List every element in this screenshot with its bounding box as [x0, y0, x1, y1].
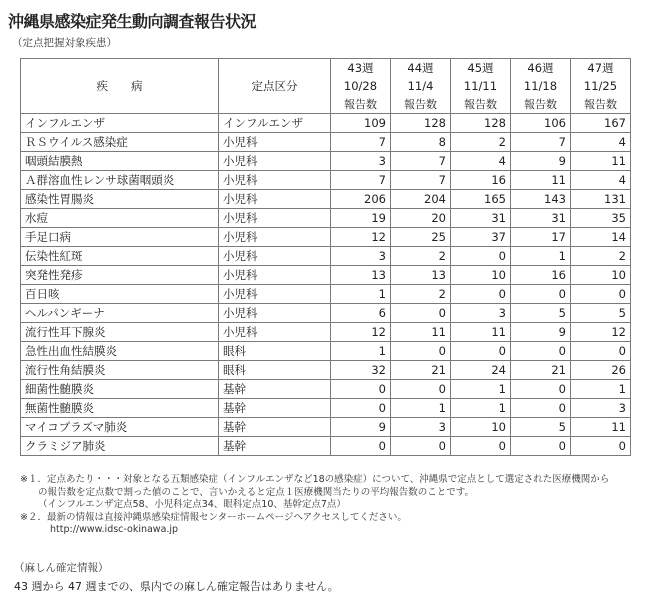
report-count: 10 — [451, 266, 511, 285]
header-week: 47週 — [571, 59, 631, 78]
report-count: 0 — [331, 437, 391, 456]
report-count: 11 — [391, 323, 451, 342]
sentinel-category: 小児科 — [219, 152, 331, 171]
report-count: 3 — [331, 152, 391, 171]
report-count: 17 — [511, 228, 571, 247]
report-count: 131 — [571, 190, 631, 209]
disease-name: クラミジア肺炎 — [21, 437, 219, 456]
report-count: 4 — [571, 133, 631, 152]
report-count: 14 — [571, 228, 631, 247]
report-count: 0 — [511, 285, 571, 304]
report-count: 7 — [331, 133, 391, 152]
sentinel-category: 基幹 — [219, 380, 331, 399]
report-count: 0 — [511, 437, 571, 456]
report-count: 4 — [571, 171, 631, 190]
sentinel-category: 小児科 — [219, 133, 331, 152]
report-count: 9 — [511, 323, 571, 342]
report-count: 2 — [391, 285, 451, 304]
report-count: 0 — [571, 437, 631, 456]
report-count: 0 — [331, 399, 391, 418]
header-week: 45週 — [451, 59, 511, 78]
report-count: 12 — [571, 323, 631, 342]
report-count: 128 — [451, 114, 511, 133]
header-count-label: 報告数 — [511, 95, 571, 114]
report-count: 165 — [451, 190, 511, 209]
table-row — [21, 190, 631, 209]
report-count: 0 — [391, 437, 451, 456]
report-table-header — [21, 59, 631, 114]
table-row — [21, 171, 631, 190]
note-1-line-1: ※１．定点あたり・・・対象となる五類感染症（インフルエンザなど18の感染症）について、沖縄県で定点として選定された医療機関から — [20, 474, 610, 485]
header-week: 43週 — [331, 59, 391, 78]
sentinel-category: 小児科 — [219, 209, 331, 228]
report-count: 206 — [331, 190, 391, 209]
table-row — [21, 323, 631, 342]
report-count: 10 — [451, 418, 511, 437]
report-count: 3 — [571, 399, 631, 418]
report-count: 106 — [511, 114, 571, 133]
report-count: 37 — [451, 228, 511, 247]
disease-name: 細菌性髄膜炎 — [21, 380, 219, 399]
report-count: 9 — [331, 418, 391, 437]
report-count: 3 — [331, 247, 391, 266]
sentinel-category: 小児科 — [219, 247, 331, 266]
header-category: 定点区分 — [219, 59, 331, 114]
disease-name: 手足口病 — [21, 228, 219, 247]
disease-name: ＲＳウイルス感染症 — [21, 133, 219, 152]
table-row — [21, 152, 631, 171]
table-row — [21, 228, 631, 247]
measles-text: 43 週から 47 週までの、県内での麻しん確定報告はありません。 — [14, 580, 339, 593]
report-count: 167 — [571, 114, 631, 133]
report-count: 2 — [571, 247, 631, 266]
report-count: 1 — [331, 342, 391, 361]
report-count: 5 — [571, 304, 631, 323]
report-count: 0 — [451, 285, 511, 304]
report-count: 0 — [511, 342, 571, 361]
report-count: 0 — [451, 342, 511, 361]
report-count: 11 — [571, 152, 631, 171]
disease-name: 感染性胃腸炎 — [21, 190, 219, 209]
sentinel-category: 眼科 — [219, 342, 331, 361]
report-count: 204 — [391, 190, 451, 209]
table-row — [21, 399, 631, 418]
page-title: 沖縄県感染症発生動向調査報告状況 — [8, 12, 257, 31]
report-count: 19 — [331, 209, 391, 228]
table-row — [21, 418, 631, 437]
header-count-label: 報告数 — [391, 95, 451, 114]
report-count: 31 — [511, 209, 571, 228]
report-count: 21 — [391, 361, 451, 380]
sentinel-category: 小児科 — [219, 304, 331, 323]
note-1-line-3: （インフルエンザ定点58、小児科定点34、眼科定点10、基幹定点7点） — [38, 499, 346, 510]
sentinel-category: 小児科 — [219, 190, 331, 209]
report-count: 7 — [511, 133, 571, 152]
sentinel-category: 基幹 — [219, 418, 331, 437]
report-count: 21 — [511, 361, 571, 380]
note-2-url: http://www.idsc-okinawa.jp — [50, 524, 179, 535]
disease-name: 流行性耳下腺炎 — [21, 323, 219, 342]
report-count: 7 — [331, 171, 391, 190]
report-count: 11 — [511, 171, 571, 190]
report-count: 0 — [511, 399, 571, 418]
header-date: 11/18 — [511, 77, 571, 95]
report-count: 9 — [511, 152, 571, 171]
report-count: 0 — [451, 247, 511, 266]
header-week: 44週 — [391, 59, 451, 78]
report-count: 1 — [511, 247, 571, 266]
header-date: 11/4 — [391, 77, 451, 95]
sentinel-category: 小児科 — [219, 171, 331, 190]
page-subtitle: （定点把握対象疾患） — [12, 37, 117, 49]
disease-name: マイコプラズマ肺炎 — [21, 418, 219, 437]
disease-name: 咽頭結膜熱 — [21, 152, 219, 171]
report-count: 26 — [571, 361, 631, 380]
sentinel-category: 基幹 — [219, 437, 331, 456]
report-count: 1 — [451, 399, 511, 418]
sentinel-category: 眼科 — [219, 361, 331, 380]
report-count: 32 — [331, 361, 391, 380]
report-count: 1 — [331, 285, 391, 304]
sentinel-category: 小児科 — [219, 285, 331, 304]
report-count: 143 — [511, 190, 571, 209]
disease-name: インフルエンザ — [21, 114, 219, 133]
report-count: 12 — [331, 323, 391, 342]
sentinel-category: 小児科 — [219, 266, 331, 285]
report-count: 35 — [571, 209, 631, 228]
report-table-body — [21, 114, 631, 456]
notes — [20, 474, 640, 537]
report-count: 6 — [331, 304, 391, 323]
report-count: 13 — [391, 266, 451, 285]
report-count: 0 — [511, 380, 571, 399]
report-table — [20, 58, 631, 456]
report-count: 1 — [451, 380, 511, 399]
report-count: 12 — [331, 228, 391, 247]
table-row — [21, 342, 631, 361]
disease-name: ヘルパンギーナ — [21, 304, 219, 323]
report-count: 2 — [391, 247, 451, 266]
report-count: 25 — [391, 228, 451, 247]
report-count: 2 — [451, 133, 511, 152]
header-count-label: 報告数 — [571, 95, 631, 114]
table-row — [21, 247, 631, 266]
report-count: 24 — [451, 361, 511, 380]
report-count: 16 — [451, 171, 511, 190]
disease-name: 流行性角結膜炎 — [21, 361, 219, 380]
table-row — [21, 114, 631, 133]
header-disease: 疾 病 — [21, 59, 219, 114]
note-1-line-2: の報告数を定点数で割った値のことで、言いかえると定点１医療機関当たりの平均報告数のことです。 — [38, 486, 475, 498]
report-count: 20 — [391, 209, 451, 228]
report-count: 13 — [331, 266, 391, 285]
report-count: 0 — [571, 342, 631, 361]
header-date: 10/28 — [331, 77, 391, 95]
sentinel-category: 基幹 — [219, 399, 331, 418]
report-count: 128 — [391, 114, 451, 133]
report-count: 3 — [391, 418, 451, 437]
table-row — [21, 437, 631, 456]
disease-name: 急性出血性結膜炎 — [21, 342, 219, 361]
disease-name: 水痘 — [21, 209, 219, 228]
report-count: 5 — [511, 418, 571, 437]
table-row — [21, 133, 631, 152]
report-count: 0 — [391, 342, 451, 361]
report-count: 0 — [391, 380, 451, 399]
sentinel-category: 小児科 — [219, 228, 331, 247]
report-count: 7 — [391, 152, 451, 171]
report-count: 11 — [571, 418, 631, 437]
report-count: 31 — [451, 209, 511, 228]
table-row — [21, 209, 631, 228]
sentinel-category: インフルエンザ — [219, 114, 331, 133]
report-count: 10 — [571, 266, 631, 285]
header-date: 11/11 — [451, 77, 511, 95]
disease-name: 無菌性髄膜炎 — [21, 399, 219, 418]
table-row — [21, 380, 631, 399]
header-date: 11/25 — [571, 77, 631, 95]
disease-name: 突発性発疹 — [21, 266, 219, 285]
report-count: 1 — [391, 399, 451, 418]
report-count: 7 — [391, 171, 451, 190]
measles-heading: （麻しん確定情報） — [14, 562, 109, 574]
report-count: 0 — [451, 437, 511, 456]
table-row — [21, 285, 631, 304]
disease-name: Ａ群溶血性レンサ球菌咽頭炎 — [21, 171, 219, 190]
table-row — [21, 304, 631, 323]
disease-name: 百日咳 — [21, 285, 219, 304]
report-count: 109 — [331, 114, 391, 133]
report-count: 3 — [451, 304, 511, 323]
report-count: 1 — [571, 380, 631, 399]
sentinel-category: 小児科 — [219, 323, 331, 342]
report-count: 8 — [391, 133, 451, 152]
report-count: 0 — [391, 304, 451, 323]
report-count: 0 — [571, 285, 631, 304]
header-week: 46週 — [511, 59, 571, 78]
note-2-line-1: ※２．最新の情報は直接沖縄県感染症情報センターホームページへアクセスしてください。 — [20, 511, 407, 523]
header-count-label: 報告数 — [331, 95, 391, 114]
report-count: 11 — [451, 323, 511, 342]
report-count: 5 — [511, 304, 571, 323]
report-count: 4 — [451, 152, 511, 171]
disease-name: 伝染性紅斑 — [21, 247, 219, 266]
report-count: 0 — [331, 380, 391, 399]
report-count: 16 — [511, 266, 571, 285]
header-count-label: 報告数 — [451, 95, 511, 114]
table-row — [21, 266, 631, 285]
table-row — [21, 361, 631, 380]
